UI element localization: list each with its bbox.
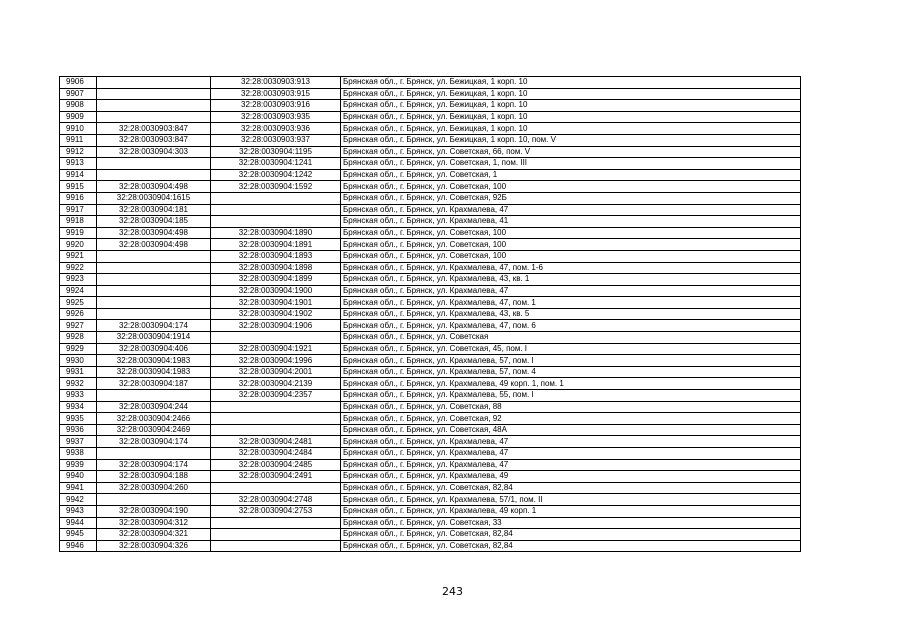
row-number-cell: 9944 bbox=[60, 517, 97, 529]
building-cadastral-cell: 32:28:0030904:1241 bbox=[211, 158, 341, 170]
land-cadastral-cell bbox=[97, 285, 211, 297]
table-row bbox=[60, 111, 801, 123]
row-number-cell: 9940 bbox=[60, 471, 97, 483]
building-cadastral-cell: 32:28:0030904:1898 bbox=[211, 262, 341, 274]
row-number-cell: 9945 bbox=[60, 529, 97, 541]
table-row bbox=[60, 494, 801, 506]
table-row bbox=[60, 378, 801, 390]
land-cadastral-cell bbox=[97, 297, 211, 309]
row-number-cell: 9933 bbox=[60, 390, 97, 402]
address-cell: Брянская обл., г. Брянск, ул. Крахмалева, 49 корп. 1, пом. 1 bbox=[341, 378, 801, 390]
address-cell: Брянская обл., г. Брянск, ул. Бежицкая, 1 корп. 10 bbox=[341, 123, 801, 135]
building-cadastral-cell bbox=[211, 529, 341, 541]
address-cell: Брянская обл., г. Брянск, ул. Крахмалева, 47 bbox=[341, 436, 801, 448]
table-row bbox=[60, 100, 801, 112]
row-number-cell: 9909 bbox=[60, 111, 97, 123]
land-cadastral-cell: 32:28:0030904:174 bbox=[97, 436, 211, 448]
land-cadastral-cell bbox=[97, 88, 211, 100]
table-row bbox=[60, 250, 801, 262]
table-row bbox=[60, 390, 801, 402]
address-cell: Брянская обл., г. Брянск, ул. Советская, 92 bbox=[341, 413, 801, 425]
land-cadastral-cell: 32:28:0030904:326 bbox=[97, 540, 211, 552]
row-number-cell: 9919 bbox=[60, 227, 97, 239]
building-cadastral-cell bbox=[211, 216, 341, 228]
table-row bbox=[60, 343, 801, 355]
address-cell: Брянская обл., г. Брянск, ул. Советская, 100 bbox=[341, 250, 801, 262]
address-cell: Брянская обл., г. Брянск, ул. Крахмалева, 41 bbox=[341, 216, 801, 228]
address-cell: Брянская обл., г. Брянск, ул. Крахмалева, 57/1, пом. II bbox=[341, 494, 801, 506]
land-cadastral-cell: 32:28:0030904:185 bbox=[97, 216, 211, 228]
table-row bbox=[60, 297, 801, 309]
land-cadastral-cell: 32:28:0030904:1983 bbox=[97, 366, 211, 378]
building-cadastral-cell: 32:28:0030904:1592 bbox=[211, 181, 341, 193]
land-cadastral-cell: 32:28:0030904:406 bbox=[97, 343, 211, 355]
land-cadastral-cell: 32:28:0030903:847 bbox=[97, 134, 211, 146]
row-number-cell: 9911 bbox=[60, 134, 97, 146]
table-row bbox=[60, 366, 801, 378]
table-row bbox=[60, 227, 801, 239]
row-number-cell: 9924 bbox=[60, 285, 97, 297]
building-cadastral-cell bbox=[211, 332, 341, 344]
building-cadastral-cell bbox=[211, 401, 341, 413]
address-cell: Брянская обл., г. Брянск, ул. Крахмалева, 49 корп. 1 bbox=[341, 505, 801, 517]
table-row bbox=[60, 169, 801, 181]
land-cadastral-cell: 32:28:0030904:2469 bbox=[97, 424, 211, 436]
row-number-cell: 9908 bbox=[60, 100, 97, 112]
address-cell: Брянская обл., г. Брянск, ул. Крахмалева, 47 bbox=[341, 459, 801, 471]
address-cell: Брянская обл., г. Брянск, ул. Крахмалева, 57, пом. 4 bbox=[341, 366, 801, 378]
address-cell: Брянская обл., г. Брянск, ул. Советская, 100 bbox=[341, 227, 801, 239]
table-row bbox=[60, 482, 801, 494]
table-row bbox=[60, 320, 801, 332]
table-row bbox=[60, 216, 801, 228]
address-cell: Брянская обл., г. Брянск, ул. Крахмалева, 57, пом. I bbox=[341, 355, 801, 367]
row-number-cell: 9939 bbox=[60, 459, 97, 471]
row-number-cell: 9937 bbox=[60, 436, 97, 448]
address-cell: Брянская обл., г. Брянск, ул. Советская, 82,84 bbox=[341, 540, 801, 552]
row-number-cell: 9921 bbox=[60, 250, 97, 262]
address-cell: Брянская обл., г. Брянск, ул. Советская, 1 bbox=[341, 169, 801, 181]
address-cell: Брянская обл., г. Брянск, ул. Крахмалева, 47, пом. 1 bbox=[341, 297, 801, 309]
building-cadastral-cell bbox=[211, 517, 341, 529]
row-number-cell: 9941 bbox=[60, 482, 97, 494]
address-cell: Брянская обл., г. Брянск, ул. Крахмалева, 47 bbox=[341, 448, 801, 460]
row-number-cell: 9922 bbox=[60, 262, 97, 274]
building-cadastral-cell: 32:28:0030903:915 bbox=[211, 88, 341, 100]
address-cell: Брянская обл., г. Брянск, ул. Бежицкая, 1 корп. 10 bbox=[341, 100, 801, 112]
land-cadastral-cell bbox=[97, 308, 211, 320]
table-row bbox=[60, 529, 801, 541]
row-number-cell: 9926 bbox=[60, 308, 97, 320]
building-cadastral-cell: 32:28:0030904:1900 bbox=[211, 285, 341, 297]
building-cadastral-cell: 32:28:0030904:1902 bbox=[211, 308, 341, 320]
building-cadastral-cell: 32:28:0030904:2484 bbox=[211, 448, 341, 460]
table-row bbox=[60, 459, 801, 471]
land-cadastral-cell bbox=[97, 494, 211, 506]
land-cadastral-cell: 32:28:0030904:174 bbox=[97, 459, 211, 471]
address-cell: Брянская обл., г. Брянск, ул. Советская, 66, пом. V bbox=[341, 146, 801, 158]
address-cell: Брянская обл., г. Брянск, ул. Советская, 45, пом. I bbox=[341, 343, 801, 355]
land-cadastral-cell: 32:28:0030904:181 bbox=[97, 204, 211, 216]
land-cadastral-cell: 32:28:0030904:260 bbox=[97, 482, 211, 494]
land-cadastral-cell: 32:28:0030904:1914 bbox=[97, 332, 211, 344]
land-cadastral-cell: 32:28:0030904:2466 bbox=[97, 413, 211, 425]
table-row bbox=[60, 123, 801, 135]
land-cadastral-cell: 32:28:0030904:312 bbox=[97, 517, 211, 529]
row-number-cell: 9912 bbox=[60, 146, 97, 158]
table-row bbox=[60, 436, 801, 448]
row-number-cell: 9928 bbox=[60, 332, 97, 344]
building-cadastral-cell: 32:28:0030904:1242 bbox=[211, 169, 341, 181]
row-number-cell: 9946 bbox=[60, 540, 97, 552]
address-cell: Брянская обл., г. Брянск, ул. Крахмалева, 47 bbox=[341, 204, 801, 216]
address-cell: Брянская обл., г. Брянск, ул. Советская, 92Б bbox=[341, 192, 801, 204]
land-cadastral-cell: 32:28:0030904:1983 bbox=[97, 355, 211, 367]
cadastral-table-body bbox=[60, 77, 801, 552]
address-cell: Брянская обл., г. Брянск, ул. Советская, 100 bbox=[341, 239, 801, 251]
table-row bbox=[60, 274, 801, 286]
building-cadastral-cell: 32:28:0030904:1899 bbox=[211, 274, 341, 286]
address-cell: Брянская обл., г. Брянск, ул. Советская, 1, пом. III bbox=[341, 158, 801, 170]
land-cadastral-cell bbox=[97, 274, 211, 286]
building-cadastral-cell: 32:28:0030904:2001 bbox=[211, 366, 341, 378]
row-number-cell: 9914 bbox=[60, 169, 97, 181]
address-cell: Брянская обл., г. Брянск, ул. Крахмалева, 55, пом. I bbox=[341, 390, 801, 402]
land-cadastral-cell: 32:28:0030904:190 bbox=[97, 505, 211, 517]
land-cadastral-cell: 32:28:0030904:303 bbox=[97, 146, 211, 158]
land-cadastral-cell: 32:28:0030904:1615 bbox=[97, 192, 211, 204]
row-number-cell: 9929 bbox=[60, 343, 97, 355]
row-number-cell: 9923 bbox=[60, 274, 97, 286]
address-cell: Брянская обл., г. Брянск, ул. Бежицкая, 1 корп. 10 bbox=[341, 77, 801, 89]
land-cadastral-cell bbox=[97, 111, 211, 123]
row-number-cell: 9934 bbox=[60, 401, 97, 413]
building-cadastral-cell: 32:28:0030904:1906 bbox=[211, 320, 341, 332]
row-number-cell: 9932 bbox=[60, 378, 97, 390]
building-cadastral-cell: 32:28:0030903:913 bbox=[211, 77, 341, 89]
address-cell: Брянская обл., г. Брянск, ул. Крахмалева, 47, пом. 6 bbox=[341, 320, 801, 332]
row-number-cell: 9913 bbox=[60, 158, 97, 170]
building-cadastral-cell: 32:28:0030904:1891 bbox=[211, 239, 341, 251]
land-cadastral-cell: 32:28:0030904:321 bbox=[97, 529, 211, 541]
address-cell: Брянская обл., г. Брянск, ул. Бежицкая, 1 корп. 10 bbox=[341, 88, 801, 100]
row-number-cell: 9906 bbox=[60, 77, 97, 89]
building-cadastral-cell bbox=[211, 204, 341, 216]
address-cell: Брянская обл., г. Брянск, ул. Крахмалева, 43, кв. 1 bbox=[341, 274, 801, 286]
building-cadastral-cell: 32:28:0030904:1890 bbox=[211, 227, 341, 239]
table-row bbox=[60, 204, 801, 216]
building-cadastral-cell bbox=[211, 424, 341, 436]
table-row bbox=[60, 158, 801, 170]
row-number-cell: 9930 bbox=[60, 355, 97, 367]
address-cell: Брянская обл., г. Брянск, ул. Советская, 100 bbox=[341, 181, 801, 193]
table-row bbox=[60, 192, 801, 204]
table-row bbox=[60, 540, 801, 552]
table-row bbox=[60, 355, 801, 367]
address-cell: Брянская обл., г. Брянск, ул. Крахмалева, 49 bbox=[341, 471, 801, 483]
address-cell: Брянская обл., г. Брянск, ул. Крахмалева, 47, пом. 1-6 bbox=[341, 262, 801, 274]
table-row bbox=[60, 77, 801, 89]
building-cadastral-cell: 32:28:0030903:936 bbox=[211, 123, 341, 135]
row-number-cell: 9936 bbox=[60, 424, 97, 436]
building-cadastral-cell: 32:28:0030904:2139 bbox=[211, 378, 341, 390]
table-row bbox=[60, 239, 801, 251]
address-cell: Брянская обл., г. Брянск, ул. Советская, 88 bbox=[341, 401, 801, 413]
land-cadastral-cell bbox=[97, 250, 211, 262]
building-cadastral-cell bbox=[211, 192, 341, 204]
building-cadastral-cell: 32:28:0030904:2481 bbox=[211, 436, 341, 448]
table-row bbox=[60, 88, 801, 100]
address-cell: Брянская обл., г. Брянск, ул. Советская, 48А bbox=[341, 424, 801, 436]
table-row bbox=[60, 517, 801, 529]
land-cadastral-cell: 32:28:0030903:847 bbox=[97, 123, 211, 135]
table-row bbox=[60, 285, 801, 297]
cadastral-table bbox=[59, 76, 801, 552]
building-cadastral-cell: 32:28:0030903:935 bbox=[211, 111, 341, 123]
building-cadastral-cell: 32:28:0030904:2748 bbox=[211, 494, 341, 506]
address-cell: Брянская обл., г. Брянск, ул. Советская, 82,84 bbox=[341, 529, 801, 541]
table-row bbox=[60, 401, 801, 413]
page-number: 243 bbox=[442, 585, 463, 598]
building-cadastral-cell: 32:28:0030904:2753 bbox=[211, 505, 341, 517]
building-cadastral-cell bbox=[211, 413, 341, 425]
row-number-cell: 9916 bbox=[60, 192, 97, 204]
table-row bbox=[60, 146, 801, 158]
row-number-cell: 9917 bbox=[60, 204, 97, 216]
land-cadastral-cell bbox=[97, 158, 211, 170]
land-cadastral-cell: 32:28:0030904:187 bbox=[97, 378, 211, 390]
row-number-cell: 9920 bbox=[60, 239, 97, 251]
address-cell: Брянская обл., г. Брянск, ул. Крахмалева, 47 bbox=[341, 285, 801, 297]
row-number-cell: 9927 bbox=[60, 320, 97, 332]
address-cell: Брянская обл., г. Брянск, ул. Бежицкая, 1 корп. 10, пом. V bbox=[341, 134, 801, 146]
building-cadastral-cell bbox=[211, 482, 341, 494]
building-cadastral-cell: 32:28:0030904:2357 bbox=[211, 390, 341, 402]
table-row bbox=[60, 181, 801, 193]
land-cadastral-cell: 32:28:0030904:188 bbox=[97, 471, 211, 483]
building-cadastral-cell: 32:28:0030904:1996 bbox=[211, 355, 341, 367]
building-cadastral-cell: 32:28:0030904:2491 bbox=[211, 471, 341, 483]
land-cadastral-cell: 32:28:0030904:498 bbox=[97, 227, 211, 239]
table-row bbox=[60, 448, 801, 460]
address-cell: Брянская обл., г. Брянск, ул. Бежицкая, 1 корп. 10 bbox=[341, 111, 801, 123]
row-number-cell: 9942 bbox=[60, 494, 97, 506]
land-cadastral-cell bbox=[97, 390, 211, 402]
land-cadastral-cell: 32:28:0030904:498 bbox=[97, 181, 211, 193]
address-cell: Брянская обл., г. Брянск, ул. Советская bbox=[341, 332, 801, 344]
building-cadastral-cell: 32:28:0030903:916 bbox=[211, 100, 341, 112]
building-cadastral-cell: 32:28:0030904:2485 bbox=[211, 459, 341, 471]
land-cadastral-cell bbox=[97, 262, 211, 274]
table-row bbox=[60, 262, 801, 274]
land-cadastral-cell bbox=[97, 169, 211, 181]
table-row bbox=[60, 471, 801, 483]
building-cadastral-cell: 32:28:0030903:937 bbox=[211, 134, 341, 146]
row-number-cell: 9938 bbox=[60, 448, 97, 460]
row-number-cell: 9931 bbox=[60, 366, 97, 378]
building-cadastral-cell: 32:28:0030904:1195 bbox=[211, 146, 341, 158]
table-row bbox=[60, 134, 801, 146]
building-cadastral-cell: 32:28:0030904:1921 bbox=[211, 343, 341, 355]
land-cadastral-cell bbox=[97, 77, 211, 89]
building-cadastral-cell: 32:28:0030904:1893 bbox=[211, 250, 341, 262]
land-cadastral-cell bbox=[97, 448, 211, 460]
table-row bbox=[60, 424, 801, 436]
table-row bbox=[60, 505, 801, 517]
table-row bbox=[60, 413, 801, 425]
row-number-cell: 9910 bbox=[60, 123, 97, 135]
row-number-cell: 9918 bbox=[60, 216, 97, 228]
row-number-cell: 9935 bbox=[60, 413, 97, 425]
land-cadastral-cell bbox=[97, 100, 211, 112]
address-cell: Брянская обл., г. Брянск, ул. Крахмалева, 43, кв. 5 bbox=[341, 308, 801, 320]
land-cadastral-cell: 32:28:0030904:244 bbox=[97, 401, 211, 413]
land-cadastral-cell: 32:28:0030904:174 bbox=[97, 320, 211, 332]
address-cell: Брянская обл., г. Брянск, ул. Советская, 82,84 bbox=[341, 482, 801, 494]
address-cell: Брянская обл., г. Брянск, ул. Советская, 33 bbox=[341, 517, 801, 529]
table-row bbox=[60, 308, 801, 320]
row-number-cell: 9907 bbox=[60, 88, 97, 100]
row-number-cell: 9925 bbox=[60, 297, 97, 309]
table-row bbox=[60, 332, 801, 344]
building-cadastral-cell: 32:28:0030904:1901 bbox=[211, 297, 341, 309]
row-number-cell: 9915 bbox=[60, 181, 97, 193]
land-cadastral-cell: 32:28:0030904:498 bbox=[97, 239, 211, 251]
building-cadastral-cell bbox=[211, 540, 341, 552]
row-number-cell: 9943 bbox=[60, 505, 97, 517]
